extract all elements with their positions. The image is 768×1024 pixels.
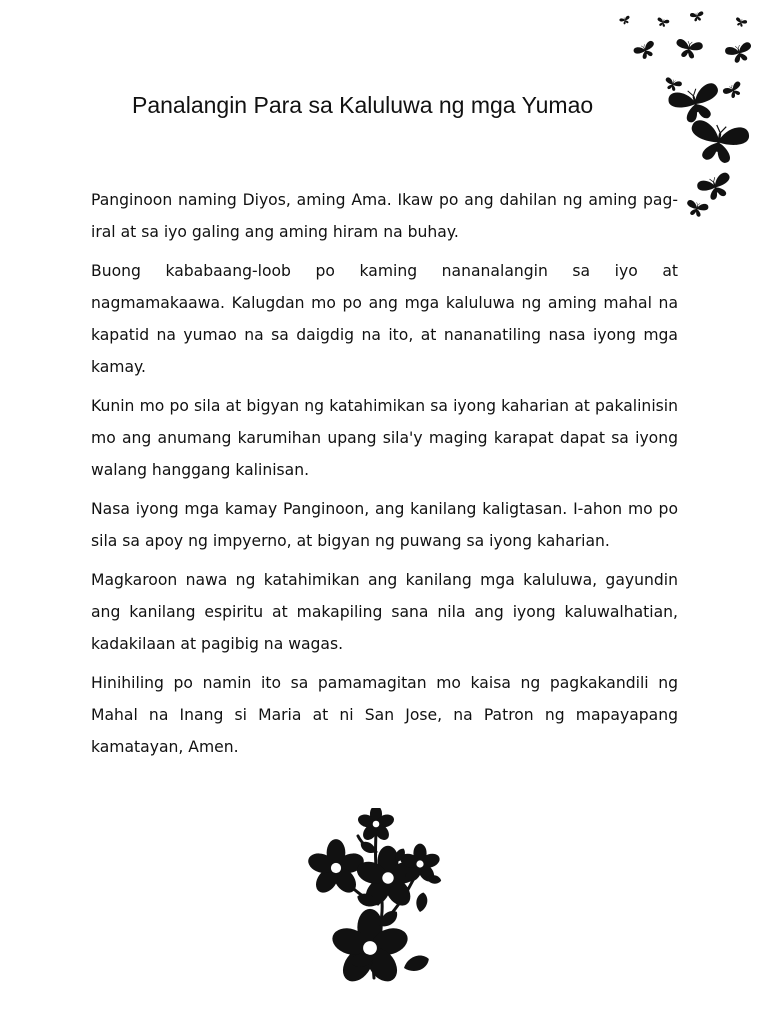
paragraph: Buong kababaang-loob po kaming nananalangin sa iyo at nagmamakaawa. Kalugdan mo po ang mga kaluluwa ng aming mahal na kapatid na yumao na sa daigdig na ito, at nananatiling nasa iyong mga kamay. bbox=[91, 262, 678, 376]
paragraph: Kunin mo po sila at bigyan ng katahimikan sa iyong kaharian at pakalinisin mo ang anumang karumihan upang sila'y maging karapat dapat sa iyong walang hanggang kalinisan. bbox=[91, 397, 678, 479]
paragraph: Panginoon naming Diyos, aming Ama. Ikaw po ang dahilan ng aming pag-iral at sa iyo galing ang aming hiram na buhay. bbox=[91, 191, 678, 241]
paragraph: Nasa iyong mga kamay Panginoon, ang kanilang kaligtasan. I-ahon mo po sila sa apoy ng impyerno, at bigyan ng puwang sa iyong kaharian. bbox=[91, 500, 678, 550]
prayer-body bbox=[91, 184, 678, 770]
page-title: Panalangin Para sa Kaluluwa ng mga Yumao bbox=[132, 92, 594, 118]
flower-vine-icon bbox=[300, 808, 450, 990]
paragraph: Hinihiling po namin ito sa pamamagitan mo kaisa ng pagkakandili ng Mahal na Inang si Maria at ni San Jose, na Patron ng mapayapang kamatayan, Amen. bbox=[91, 674, 678, 756]
paragraph: Magkaroon nawa ng katahimikan ang kanilang mga kaluluwa, gayundin ang kanilang espiritu at makapiling sana nila ang iyong kaluwalhatian, kadakilaan at pagibig na wagas. bbox=[91, 571, 678, 653]
